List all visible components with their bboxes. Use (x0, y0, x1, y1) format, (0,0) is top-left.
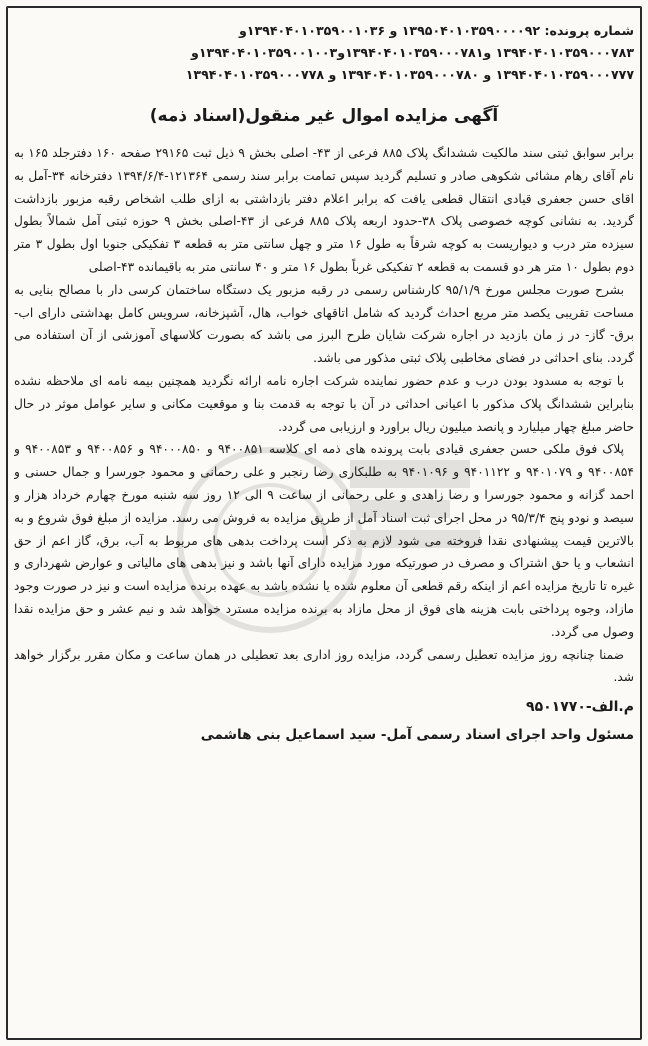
file-numbers (14, 20, 634, 86)
signature-line: مسئول واحد اجرای اسناد رسمی آمل- سید اسماعیل بنی هاشمی (200, 727, 634, 744)
paragraph-property-record: برابر سوابق ثبتی سند مالکیت ششدانگ پلاک ۸۸۵ فرعی از ۴۳- اصلی بخش ۹ ذیل ثبت ۲۹۱۶۵ صفحه ۱۶۰ دفترجلد ۱۶۵ به نام آقای رهام مشائی شکوهی صادر و تسلیم گردید سپس تمامت برابر سند رسمی ۱۲۱۳۶۴-۱۳۹۴/۶/۴ دفترخانه ۳۴-آمل به اقای حسن جعفری قیادی انتقال قطعی یافت که برابر اعلام دفتر بازداشتی به ازای طلب اشخاص رقبه مزبور بازداشت گردید. به نشانی کوچه خصوصی پلاک ۳۸-حدود اربعه پلاک ۸۸۵ فرعی از ۴۳-اصلی بخش ۹ حوزه ثبتی آمل شمالاً بطول سیزده متر درب و دیواریست به کوچه شرقاً به طول ۱۶ متر و چهل سانتی متر به قطعه ۳ تفکیکی جنوبا اول بطول ۳ متر دوم بطول ۱۰ متر هر دو قسمت به قطعه ۲ تفکیکی غرباً بطول ۱۶ متر و ۴۰ سانتی متر به باقیمانده ۴۳-اصلی (14, 146, 634, 274)
reference-code: م.الف-۹۵۰۱۷۷۰ (526, 699, 634, 716)
notice-content (14, 14, 634, 1034)
paragraph-expert-report: بشرح صورت مجلس مورخ ۹۵/۱/۹ کارشناس رسمی در رقبه مزبور یک دستگاه ساختمان کرسی دار با مصالح بنایی به مساحت تقریبی یکصد متر مربع احداث گردید که شامل اتاقهای خواب، هال، آشپزخانه، سرویس کامل بهداشتی دارای اب- برق- گاز- در ز مان بازدید در اجاره شرکت شایان طرح البرز می باشد که بصورت کلاسهای آموزشی از آن استفاده می گردد. بنای احداثی در فضای مخاطبی پلاک ثبتی مذکور می باشد. (14, 282, 634, 366)
paragraph-holiday-clause: ضمنا چنانچه روز مزایده تعطیل رسمی گردد، مزایده روز اداری بعد تعطیلی در همان ساعت و مکان مقرر برگزار خواهد شد. (14, 647, 634, 685)
file-numbers-line: ۱۳۹۴۰۴۰۱۰۳۵۹۰۰۰۷۷۷ و ۱۳۹۴۰۴۰۱۰۳۵۹۰۰۰۷۸۰ و ۱۳۹۴۰۴۰۱۰۳۵۹۰۰۰۷۷۸ (185, 67, 634, 82)
notice-title: آگهی مزایده اموال غیر منقول(اسناد ذمه) (149, 106, 499, 126)
paragraph-valuation: با توجه به مسدود بودن درب و عدم حضور نماینده شرکت اجاره نامه ارائه نگردید همچنین بیمه نامه ای ملاحظه نشده بنابراین ششدانگ پلاک مذکور با اعیانی احداثی در آن با توجه به قدمت بنا و موقعیت مکانی و سایر عوامل موثر در حال حاضر مبلغ چهار میلیارد و پانصد میلیون ریال براورد و ارزیابی می گردد. (14, 373, 634, 434)
file-numbers-line: شماره پرونده: ۱۳۹۵۰۴۰۱۰۳۵۹۰۰۰۰۹۲ و ۱۳۹۴۰۴۰۱۰۳۵۹۰۰۱۰۳۶و (238, 23, 634, 38)
paragraph-auction-terms: پلاک فوق ملکی حسن جعفری قیادی بابت پرونده های ذمه ای کلاسه ۹۴۰۰۸۵۱ و ۹۴۰۰۰۸۵۰ و ۹۴۰۰۸۵۶ و ۹۴۰۰۸۵۳ و ۹۴۰۰۸۵۴ و ۹۴۰۱۰۷۹ و ۹۴۰۱۱۲۲ و ۹۴۰۱۰۹۶ به طلبکاری رضا رنجبر و علی رحمانی و محمود جورسرا و جمال حسنی و احمد گزانه و محمود جورسرا و رضا زاهدی و علی رحمانی از ساعت ۹ الی ۱۲ روز سه شنبه مورخ چهارم خرداد هزار و سیصد و نودو پنج ۹۵/۳/۴ در محل اجرای ثبت اسناد آمل از طریق مزایده به فروش می رسد. مزایده از مبلغ فوق شروع و به بالاترین قیمت پیشنهادی نقدا فروخته می شود لازم به ذکر است پرداخت بدهی های مربوط به آب، برق، گاز اعم از حق انشعاب و یا حق اشتراک و مصرف در صورتیکه مورد مزایده دارای آنها باشد و نیز بدهی های مالیاتی و عوارض شهرداری و غیره تا تاریخ مزایده اعم از اینکه رقم قطعی آن معلوم شده یا نشده باشد به عهده برنده مزایده است و نیز در صورت وجود مازاد، وجوه پرداختی بابت هزینه های فوق از محل مازاد به برنده مزایده مسترد خواهد شد و نیم عشر و حق مزایده نقدا وصول می گردد. (14, 442, 634, 639)
file-numbers-line: ۱۳۹۴۰۴۰۱۰۳۵۹۰۰۰۷۸۳ و۱۳۹۴۰۴۰۱۰۳۵۹۰۰۰۷۸۱و۱۳۹۴۰۴۰۱۰۳۵۹۰۰۱۰۰۳و (191, 45, 634, 60)
